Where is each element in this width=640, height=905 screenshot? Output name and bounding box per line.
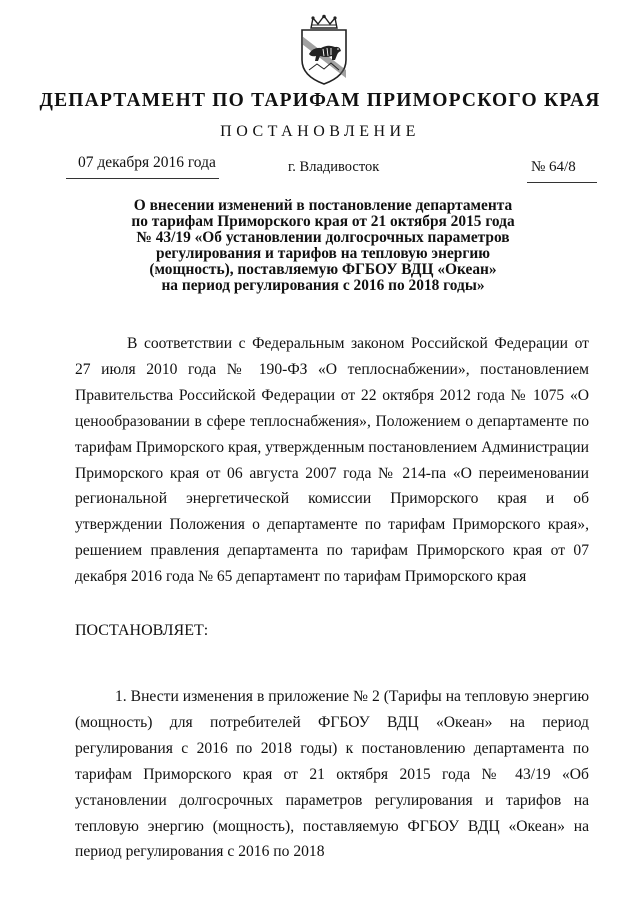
- document-type: ПОСТАНОВЛЕНИЕ: [220, 123, 420, 140]
- subject-line: № 43/19 «Об установлении долгосрочных параметров: [136, 229, 510, 246]
- date-underline: [66, 178, 219, 179]
- number-underline: [527, 182, 597, 183]
- department-title: ДЕПАРТАМЕНТ ПО ТАРИФАМ ПРИМОРСКОГО КРАЯ: [39, 90, 601, 111]
- document-subject: [118, 198, 528, 294]
- decree-heading: ПОСТАНОВЛЯЕТ:: [75, 622, 209, 639]
- subject-line: по тарифам Приморского края от 21 октября 2015 года: [131, 213, 515, 230]
- document-number: № 64/8: [531, 159, 576, 175]
- subject-line: (мощность), поставляемую ФГБОУ ВДЦ «Океан»: [149, 261, 497, 278]
- item-1-paragraph: 1. Внести изменения в приложение № 2 (Тарифы на тепловую энергию (мощность) для потребителей ФГБОУ ВДЦ «Океан» на период регулирования с 2016 по 2018 годы) к постановлению департамента по тарифам Приморского края от 21 октября 2015 года № 43/19 «Об установлении долгосрочных параметров регулирования и тарифов на тепловую энергию (мощность), поставляемую ФГБОУ ВДЦ «Океан» на период регулирования с 2016 по 2018: [75, 688, 589, 861]
- primorsky-krai-coat-of-arms-icon: [297, 14, 351, 86]
- subject-line: О внесении изменений в постановление департамента: [133, 197, 513, 214]
- document-city: г. Владивосток: [288, 159, 380, 175]
- preamble-paragraph: В соответствии с Федеральным законом Российской Федерации от 27 июля 2010 года № 190-ФЗ «О теплоснабжении», постановлением Правительства Российской Федерации от 22 октября 2012 года № 1075 «О ценообразовании в сфере теплоснабжения», Положением о департаменте по тарифам Приморского края, утвержденным постановлением Администрации Приморского края от 06 августа 2007 года № 214-па «О переименовании региональной энергетической комиссии Приморского края и об утверждении Положения о департаменте по тарифам Приморского края», решением правления департамента по тарифам Приморского края от 07 декабря 2016 года № 65 департамент по тарифам Приморского края: [75, 335, 589, 586]
- subject-line: на период регулирования с 2016 по 2018 годы»: [161, 277, 485, 294]
- subject-line: регулирования и тарифов на тепловую энергию: [156, 245, 490, 262]
- document-date: 07 декабря 2016 года: [78, 154, 216, 171]
